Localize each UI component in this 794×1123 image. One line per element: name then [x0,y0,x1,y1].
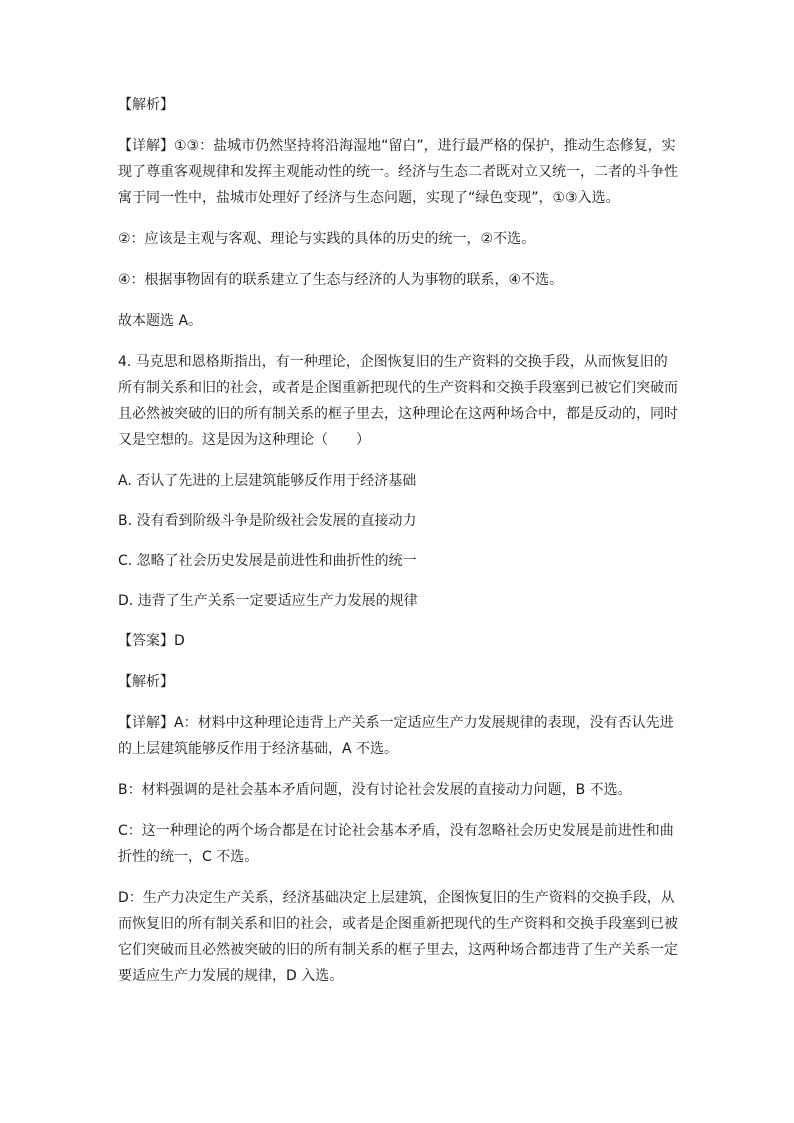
analysis-heading-2: 【解析】 [118,674,174,690]
conclusion: 故本题选 A。 [118,313,203,329]
option-d: D. 违背了生产关系一定要适应生产力发展的规律 [118,593,418,609]
detail-c: C：这一种理论的两个场合都是在讨论社会基本矛盾，没有忽略社会历史发展是前进性和曲折性的统一，C 不选。 [118,823,674,865]
detail-a: 【详解】A：材料中这种理论违背上产关系一定适应生产力发展规律的表现，没有否认先进的上层建筑能够反作用于经济基础，A 不选。 [118,715,674,757]
option-a: A. 否认了先进的上层建筑能够反作用于经济基础 [118,473,417,489]
detail-paragraph: 【详解】①③：盐城市仍然坚持将沿海湿地“留白”，进行最严格的保护，推动生态修复，实现了尊重客观规律和发挥主观能动性的统一。经济与生态二者既对立又统一，二者的斗争性寓于同一性中，盐城市处理好了经济与生态问题，实现了“绿色变现”，①③入选。 [118,138,678,206]
detail-point-2: ②：应该是主观与客观、理论与实践的具体的历史的统一，②不选。 [118,231,536,247]
detail-point-4: ④：根据事物固有的联系建立了生态与经济的人为事物的联系，④不选。 [118,272,564,288]
detail-d: D：生产力决定生产关系，经济基础决定上层建筑，企图恢复旧的生产资料的交换手段，从而恢复旧的所有制关系和旧的社会，或者是企图重新把现代的生产资料和交换手段塞到已被它们突破而且必然被突破的旧的所有制关系的框子里去，这两种场合都违背了生产关系一定要适应生产力发展的规律，D 入选。 [118,890,678,984]
analysis-heading: 【解析】 [118,97,174,113]
option-b: B. 没有看到阶级斗争是阶级社会发展的直接动力 [118,513,417,529]
option-c: C. 忽略了社会历史发展是前进性和曲折性的统一 [118,553,417,569]
detail-b: B：材料强调的是社会基本矛盾问题，没有讨论社会发展的直接动力问题，B 不选。 [118,782,632,798]
question-4-stem: 4. 马克思和恩格斯指出，有一种理论，企图恢复旧的生产资料的交换手段，从而恢复旧的所有制关系和旧的社会，或者是企图重新把现代的生产资料和交换手段塞到已被它们突破而且必然被突破的旧的所有制关系的框子里去，这种理论在这两种场合中，都是反动的，同时又是空想的。这是因为这种理论（ ） [118,354,678,448]
answer-line: 【答案】D [118,633,185,649]
document-content [118,92,678,1004]
